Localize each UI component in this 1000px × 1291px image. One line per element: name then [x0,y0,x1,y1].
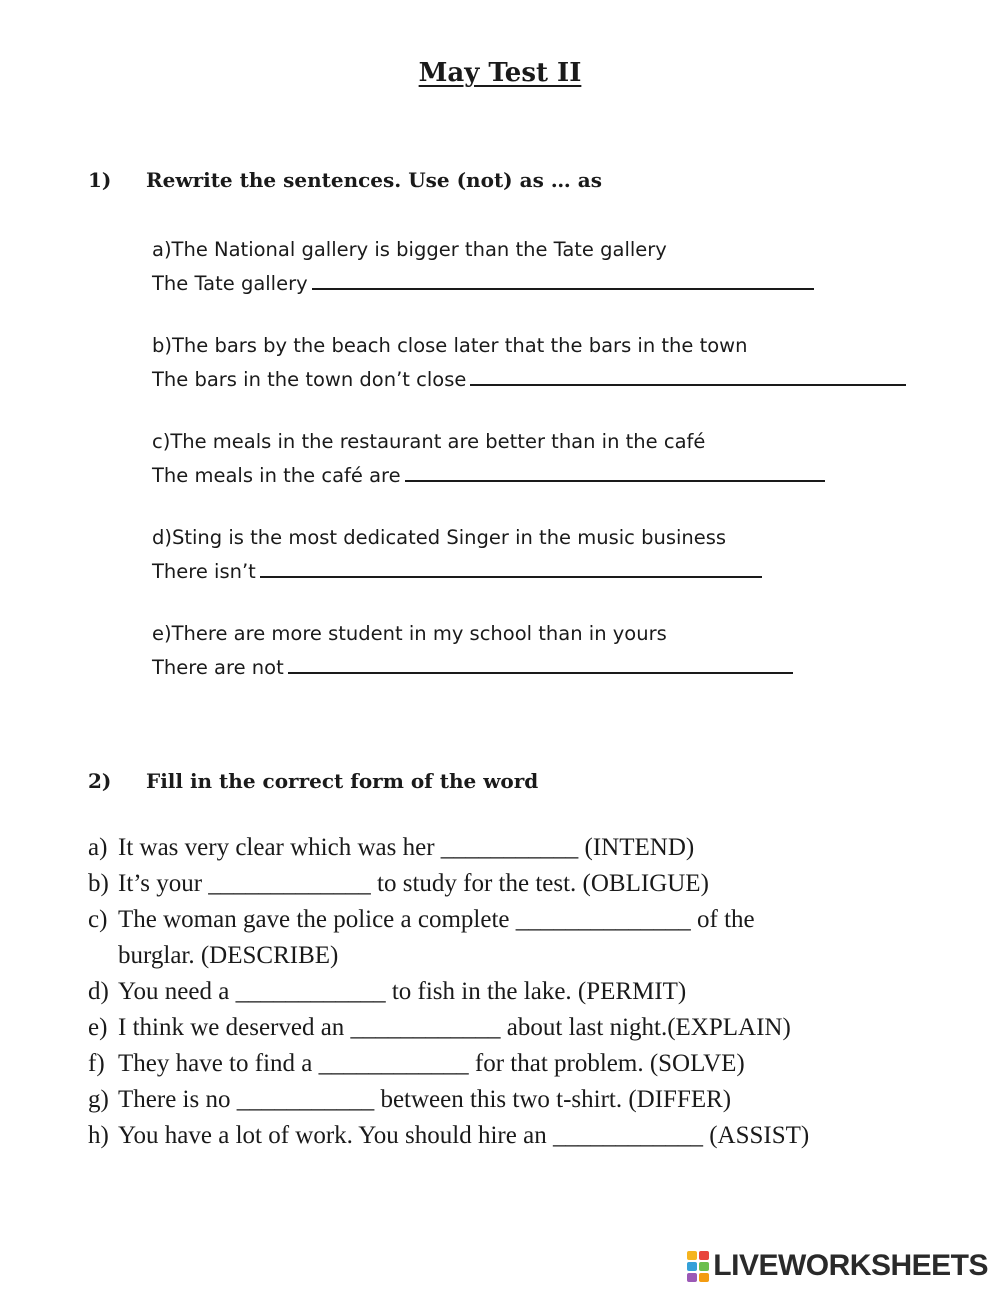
rewrite-stem: There isn’t [152,560,256,583]
item-text[interactable]: There is no ___________ between this two t-shirt. (DIFFER) [118,1086,732,1113]
item-text[interactable]: You have a lot of work. You should hire an ____________ (ASSIST) [118,1122,810,1149]
rewrite-stem: The meals in the café are [152,464,401,487]
rewrite-stem: The Tate gallery [152,272,308,295]
watermark-text: LIVEWORKSHEETS [713,1249,988,1282]
rewrite-prompt: b)The bars by the beach close later that the bars in the town [152,334,748,357]
rewrite-item-d [152,522,762,586]
item-letter: a) [88,834,108,861]
item-text[interactable]: They have to find a ____________ for that problem. (SOLVE) [118,1050,745,1077]
list-item [88,1010,809,1046]
list-item [88,830,809,866]
answer-blank[interactable] [288,650,793,674]
list-item [88,902,809,938]
answer-blank[interactable] [312,266,814,290]
rewrite-stem: There are not [152,656,284,679]
list-item [88,1118,809,1154]
answer-blank[interactable] [470,362,906,386]
page-title: May Test II [418,58,582,88]
item-text[interactable]: It’s your _____________ to study for the test. (OBLIGUE) [118,870,709,897]
list-item [88,1082,809,1118]
logo-block [687,1251,697,1260]
word-formation-list [88,830,809,1154]
item-text-continuation: burglar. (DESCRIBE) [118,942,339,969]
liveworksheets-logo-icon [687,1251,709,1282]
section-2-heading [88,769,538,793]
list-item [88,974,809,1010]
item-letter: h) [88,1122,109,1149]
section-1-heading [88,168,602,192]
rewrite-item-a [152,234,814,298]
section-2-number: 2) [88,769,112,793]
item-letter: c) [88,906,108,933]
section-1-number: 1) [88,168,112,192]
item-text[interactable]: The woman gave the police a complete ______________ of the [118,906,755,933]
item-text[interactable]: It was very clear which was her ___________ (INTEND) [118,834,695,861]
section-1-instruction: Rewrite the sentences. Use (not) as … as [146,168,602,192]
item-text[interactable]: I think we deserved an ____________ about last night.(EXPLAIN) [118,1014,791,1041]
logo-block [699,1273,709,1282]
logo-block [687,1262,697,1271]
item-letter: f) [88,1050,105,1077]
logo-block [699,1251,709,1260]
section-2-instruction: Fill in the correct form of the word [146,769,539,793]
rewrite-prompt: a)The National gallery is bigger than the Tate gallery [152,238,667,261]
item-letter: b) [88,870,109,897]
list-item [88,866,809,902]
item-letter: d) [88,978,109,1005]
item-text[interactable]: You need a ____________ to fish in the lake. (PERMIT) [118,978,687,1005]
list-item [88,1046,809,1082]
rewrite-item-e [152,618,793,682]
answer-blank[interactable] [405,458,825,482]
rewrite-prompt: c)The meals in the restaurant are better than in the café [152,430,706,453]
rewrite-item-c [152,426,825,490]
item-letter: e) [88,1014,108,1041]
liveworksheets-watermark [687,1249,988,1283]
rewrite-prompt: e)There are more student in my school than in yours [152,622,667,645]
logo-block [699,1262,709,1271]
logo-block [687,1273,697,1282]
answer-blank[interactable] [260,554,762,578]
rewrite-prompt: d)Sting is the most dedicated Singer in the music business [152,526,727,549]
list-item-continuation [88,938,809,974]
rewrite-stem: The bars in the town don’t close [152,368,467,391]
item-letter: g) [88,1086,109,1113]
rewrite-item-b [152,330,906,394]
